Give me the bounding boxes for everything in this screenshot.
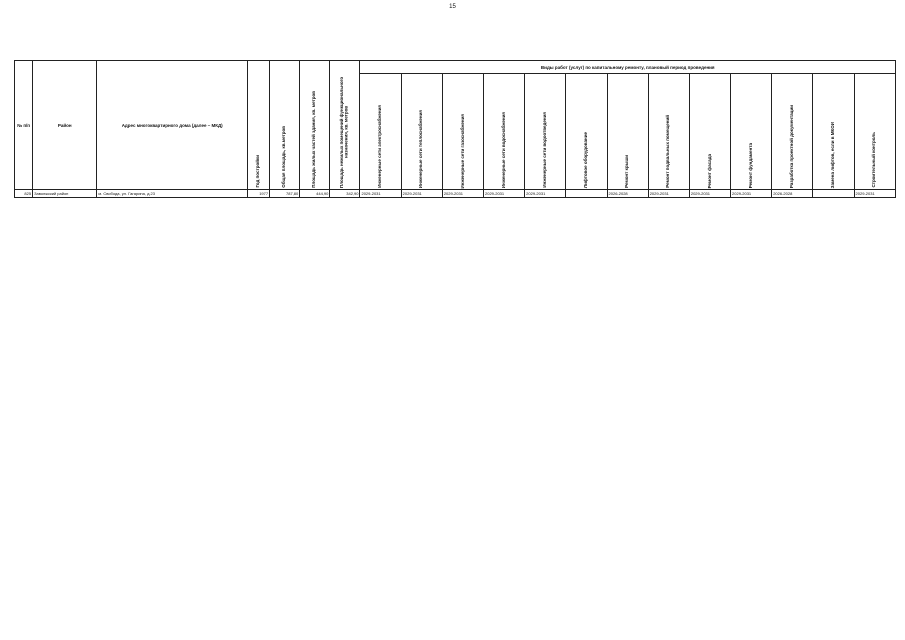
- col-header-nonresidential-area: Площадь нежилых помещений функционального назначения, кв. метров: [330, 61, 360, 190]
- cell-nonresidential-area: 342,90: [330, 190, 360, 198]
- cell-work-period: 2029-2031: [484, 190, 525, 198]
- cell-work-period: 2029-2031: [648, 190, 689, 198]
- col-header-year: Год постройки: [248, 61, 270, 190]
- cell-work-period: 2026-2028: [772, 190, 813, 198]
- cell-work-period: 2029-2031: [401, 190, 442, 198]
- col-header-work: Строительный контроль: [854, 74, 895, 190]
- cell-work-period: 2029-2031: [525, 190, 566, 198]
- page-number: 15: [449, 4, 456, 10]
- capital-repair-table: [14, 60, 896, 198]
- col-header-district: Район: [33, 61, 97, 190]
- cell-district: Заволжский район: [33, 190, 97, 198]
- cell-address: м. Свобода, ул. Гагарина, д.23: [97, 190, 248, 198]
- cell-work-period: [566, 190, 607, 198]
- cell-work-period: 2029-2031: [442, 190, 483, 198]
- cell-year: 1977: [248, 190, 270, 198]
- col-header-work: Инженерные сети электроснабжения: [360, 74, 401, 190]
- cell-work-period: 2029-2031: [854, 190, 895, 198]
- col-header-work: Инженерные сети теплоснабжения: [401, 74, 442, 190]
- cell-total-area: 787,80: [270, 190, 300, 198]
- col-header-work: Инженерные сети газоснабжения: [442, 74, 483, 190]
- col-header-work: Ремонт подвальных помещений: [648, 74, 689, 190]
- works-group-header: Виды работ (услуг) по капитальному ремонту, плановый период проведения: [360, 61, 896, 74]
- cell-work-period: [813, 190, 854, 198]
- col-header-work: Лифтовое оборудование: [566, 74, 607, 190]
- col-header-work: Разработка проектной документации: [772, 74, 813, 190]
- cell-work-period: 2026-2028: [607, 190, 648, 198]
- header-row-group: [15, 61, 896, 74]
- col-header-work: Ремонт крыши: [607, 74, 648, 190]
- col-header-address: Адрес многоквартирного дома (далее – МКД): [97, 61, 248, 190]
- col-header-residential-area: Площадь жилых частей здания, кв. метров: [300, 61, 330, 190]
- col-header-work: Ремонт фасада: [689, 74, 730, 190]
- col-header-num: № п/п: [15, 61, 33, 190]
- cell-work-period: 2029-2031: [689, 190, 730, 198]
- col-header-work: Ремонт фундамента: [731, 74, 772, 190]
- col-header-work: Замена лифтов, если в МКОИ: [813, 74, 854, 190]
- table-body: [15, 190, 896, 198]
- cell-work-period: 2029-2031: [360, 190, 401, 198]
- cell-residential-area: 444,90: [300, 190, 330, 198]
- cell-num: 825: [15, 190, 33, 198]
- col-header-work: Инженерные сети водоснабжения: [484, 74, 525, 190]
- col-header-total-area: Общая площадь, кв.метров: [270, 61, 300, 190]
- table-row: [15, 190, 896, 198]
- cell-work-period: 2029-2031: [731, 190, 772, 198]
- col-header-work: Инженерные сети водоотведения: [525, 74, 566, 190]
